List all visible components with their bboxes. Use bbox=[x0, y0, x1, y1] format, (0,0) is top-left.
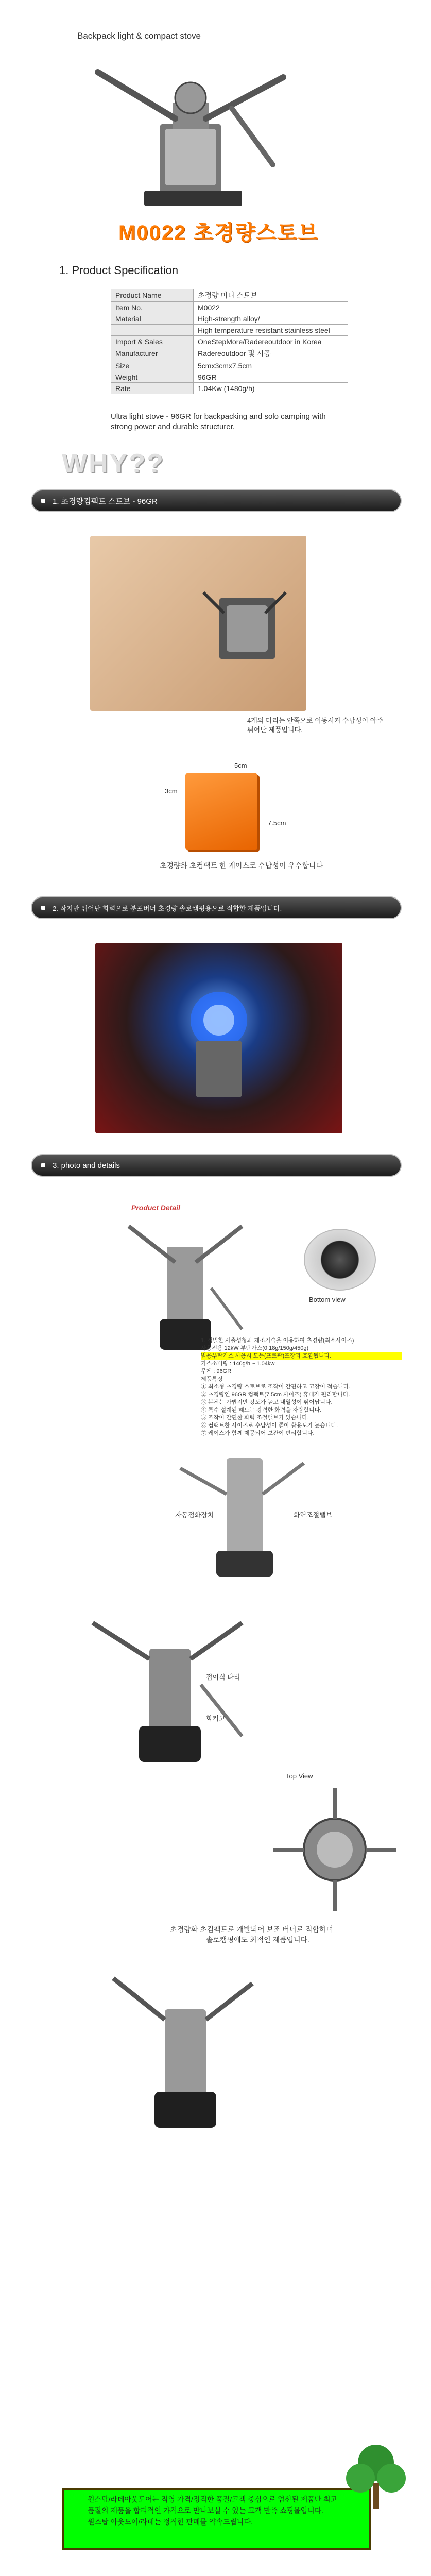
table-row: Import & Sales OneStepMore/Radereoutdoor in Korea bbox=[111, 336, 348, 347]
promo-line-1: 원스탑/라데아웃도어는 직영 가격/정직한 품질/고객 중심으로 엄선된 제품만 최고 bbox=[88, 2495, 338, 2503]
orange-case-image bbox=[185, 773, 257, 850]
detail-line: 사용전용 12kW 부탄가스(0.18g/150g/450g) bbox=[201, 1345, 309, 1351]
folding-legs-label: 접이식 다리 bbox=[206, 1673, 240, 1681]
spec-note-line-2: strong power and durable structurer. bbox=[111, 422, 235, 431]
dimension-depth: 3cm bbox=[165, 787, 178, 795]
spec-note-line-1: Ultra light stove - 96GR for backpacking and solo camping with bbox=[111, 412, 326, 421]
tree-icon bbox=[345, 2442, 407, 2514]
promo-line-3: 원스탑 아웃도어/라데는 정직한 판매를 약속드립니다. bbox=[88, 2518, 253, 2526]
section-bar-1: 1. 초경량컴팩트 스토브 - 96GR bbox=[31, 489, 402, 512]
table-row: Product Name 초경량 미니 스토브 bbox=[111, 289, 348, 302]
flame-icon bbox=[95, 943, 342, 1133]
detail-line: 무게 : 96GR bbox=[201, 1368, 232, 1375]
dimension-height: 7.5cm bbox=[268, 819, 286, 827]
case-caption: 초경량화 초컴팩트 한 케이스로 수납성이 우수합니다 bbox=[160, 861, 323, 870]
detail-line: ② 초경량인 96GR 컴팩트(7.5cm 사이즈) 휴대가 편리합니다. bbox=[201, 1392, 350, 1398]
table-row: Manufacturer Radereoutdoor 및 시공 bbox=[111, 347, 348, 360]
detail-line: ③ 본체는 가볍지만 강도가 높고 내열성이 뛰어납니다. bbox=[201, 1399, 333, 1405]
top-view-label: Top View bbox=[286, 1772, 313, 1780]
bottom-view-label: Bottom view bbox=[309, 1296, 346, 1303]
hero-stove-image bbox=[77, 62, 294, 216]
detail-line: ⑤ 조작이 간편한 화력 조절밸브가 있습니다. bbox=[201, 1415, 309, 1421]
hand-caption-2: 뛰어난 제품입니다. bbox=[247, 726, 303, 734]
bottom-view-image bbox=[304, 1229, 376, 1291]
closing-line-2: 솔로캠핑에도 최적인 제품입니다. bbox=[206, 1936, 310, 1944]
detail-list bbox=[201, 1337, 402, 1437]
table-row: High temperature resistant stainless steel bbox=[111, 325, 348, 336]
spec-heading: 1. Product Specification bbox=[59, 264, 179, 277]
section-bar-2: 2. 작지만 뛰어난 화력으로 분포버너 초경량 솔로캠핑용으로 적합한 제품입니다. bbox=[31, 896, 402, 919]
top-view-image bbox=[268, 1783, 402, 1917]
promo-text bbox=[88, 2494, 355, 2528]
promo-line-2: 품질의 제품을 합리적인 가격으로 만나보실 수 있는 고객 만족 쇼핑몰입니다. bbox=[88, 2506, 324, 2515]
table-row: Item No. M0022 bbox=[111, 302, 348, 313]
flame-control-label: 화력조절밸브 bbox=[294, 1511, 333, 1519]
detail-line: 제품특징 bbox=[201, 1376, 223, 1382]
detail-line: ① 최소형 초경량 스토브로 조작이 간편하고 고장이 적습니다. bbox=[201, 1384, 351, 1390]
section-bar-3: 3. photo and details bbox=[31, 1154, 402, 1177]
why-heading: WHY?? bbox=[62, 449, 165, 479]
stove-legs-image bbox=[82, 1607, 252, 1783]
product-detail-label: Product Detail bbox=[131, 1204, 180, 1212]
spec-table bbox=[111, 289, 348, 394]
table-row: Weight 96GR bbox=[111, 371, 348, 383]
product-title: M0022 초경량스토브 bbox=[118, 222, 319, 244]
detail-line: 1. 정밀한 사출성형과 제조기술을 이용하여 초경량(최소사이즈) bbox=[201, 1337, 354, 1344]
detail-line: ④ 특수 설계된 헤드는 강력한 화력을 자랑합니다. bbox=[201, 1407, 322, 1413]
dimension-width: 5cm bbox=[234, 761, 247, 769]
detail-line: ⑦ 케이스가 함께 제공되어 보관이 편리합니다. bbox=[201, 1430, 315, 1436]
hand-holding-stove-photo bbox=[90, 536, 306, 711]
stove-side-image bbox=[98, 1958, 263, 2154]
table-row: Rate 1.04Kw (1480g/h) bbox=[111, 383, 348, 394]
table-row: Size 5cmx3cmx7.5cm bbox=[111, 360, 348, 371]
closing-line-1: 초경량화 초컴팩트로 개발되어 보조 버너로 적합하며 bbox=[170, 1925, 333, 1934]
auto-ignition-label: 자동점화장치 bbox=[175, 1511, 214, 1519]
detail-line: ⑥ 컴팩트한 사이즈로 수납성이 좋아 활용도가 높습니다. bbox=[201, 1422, 338, 1429]
hero-subtitle: Backpack light & compact stove bbox=[77, 31, 201, 41]
detail-line: 범용부탄가스 사용시 모든(프로판)포장과 호환됩니다. bbox=[201, 1352, 402, 1360]
detail-line: 가스소비량 : 140g/h ~ 1.04kw bbox=[201, 1361, 275, 1367]
flame-head-label: 화커고 bbox=[206, 1715, 226, 1722]
hand-caption-1: 4개의 다리는 안쪽으로 이동시켜 수납성이 아주 bbox=[247, 717, 383, 724]
stove-icon bbox=[90, 536, 306, 711]
table-row: Material High-strength alloy/ bbox=[111, 313, 348, 325]
flame-photo bbox=[95, 943, 342, 1133]
